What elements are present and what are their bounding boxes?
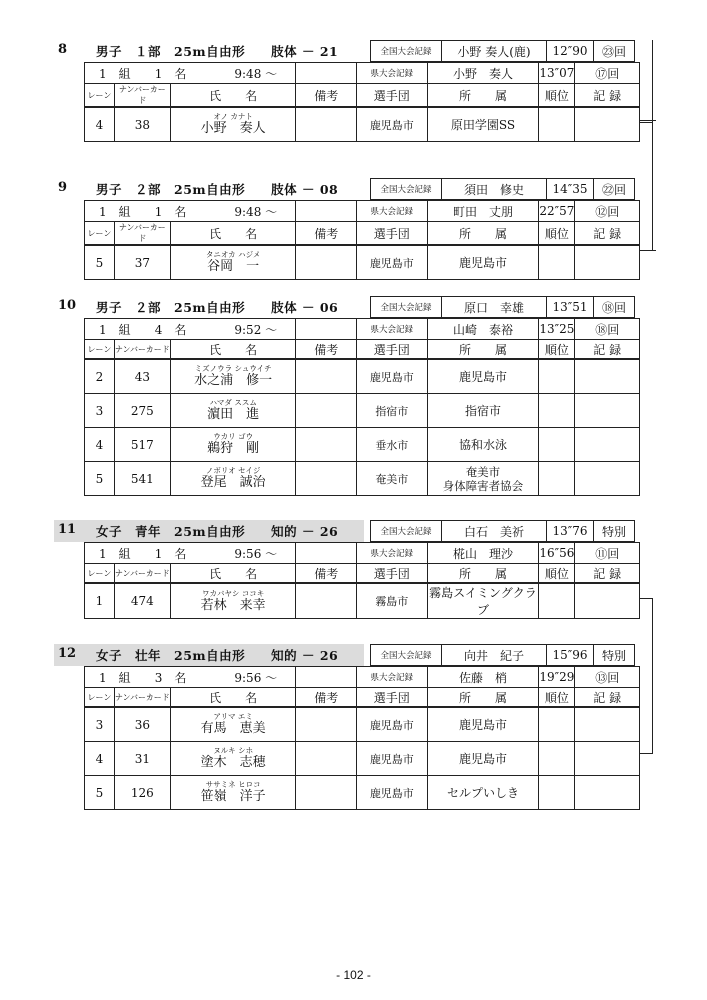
count: 3: [154, 670, 163, 685]
record-table: [370, 520, 635, 542]
lane-number: 5: [85, 776, 115, 810]
affiliation: セルプいしき: [446, 786, 519, 800]
athlete-cell: [170, 583, 296, 619]
table-row: [85, 776, 640, 810]
athlete-kana: ワカバヤシ ココキ: [201, 588, 265, 598]
rank-cell: [539, 359, 575, 394]
card-number: 36: [114, 707, 170, 742]
event-header: [54, 296, 640, 318]
national-record-note: ⑱回: [594, 297, 635, 318]
card-number: 43: [114, 359, 170, 394]
team-name: 指宿市: [357, 394, 427, 428]
athlete-name: 鵜狩 剛: [207, 441, 260, 456]
record-table: [370, 178, 635, 200]
kumi-label: 組: [118, 66, 131, 81]
national-record-label: 全国大会記録: [371, 645, 442, 666]
affiliation-cell: [427, 707, 539, 742]
athlete-kana: ウカリ ゴウ: [213, 432, 254, 441]
athlete-cell: [170, 245, 296, 280]
entry-table: [84, 542, 640, 619]
remarks-cell: [296, 428, 357, 462]
athlete-cell: [170, 776, 296, 810]
event-title: 男子 ２部 25m自由形 肢体 － 08: [96, 182, 339, 197]
national-record-name: 原口 幸雄: [442, 297, 547, 318]
group-number: 1: [99, 66, 107, 81]
affiliation-header: 所 属: [427, 688, 539, 708]
name-header: 氏 名: [170, 340, 296, 360]
event-header: [54, 178, 640, 200]
heat-info: [85, 543, 296, 564]
affiliation: 鹿児島市: [458, 370, 507, 384]
national-record-name: 須田 修史: [442, 179, 547, 200]
affiliation-header: 所 属: [427, 222, 539, 246]
result-cell: [575, 359, 640, 394]
athlete-cell: [170, 707, 296, 742]
title-band: [54, 40, 364, 62]
pref-record-time: 22″57: [539, 201, 575, 222]
group-number: 1: [99, 322, 107, 337]
athlete-name: 有馬 恵美: [200, 721, 266, 736]
athlete-name: 水之浦 修一: [194, 373, 273, 388]
event-number: 10: [58, 298, 77, 313]
blank-cell: [296, 667, 357, 688]
rank-cell: [539, 394, 575, 428]
blank-cell: [296, 319, 357, 340]
rank-header: 順位: [539, 688, 575, 708]
remarks-cell: [296, 583, 357, 619]
pref-record-time: 19″29: [539, 667, 575, 688]
result-header: 記 録: [575, 564, 640, 584]
team-name: 奄美市: [357, 462, 427, 496]
entry-table: [84, 200, 640, 280]
mei-label: 名: [174, 546, 187, 561]
team-header: 選手団: [357, 222, 427, 246]
pref-record-time: 13″25: [539, 319, 575, 340]
start-time: 9:56 〜: [234, 546, 278, 561]
record-table: [370, 40, 635, 62]
event-block: [54, 40, 640, 136]
group-number: 1: [99, 670, 107, 685]
rank-cell: [539, 245, 575, 280]
lane-number: 5: [85, 245, 115, 280]
card-number: 31: [114, 742, 170, 776]
count: 1: [154, 66, 163, 81]
page-number: - 102 -: [336, 968, 371, 982]
event-title: 男子 １部 25m自由形 肢体 － 21: [96, 44, 339, 59]
entry-table: [84, 318, 640, 496]
national-record-name: 小野 奏人(鹿): [442, 41, 547, 62]
mei-label: 名: [174, 204, 187, 219]
group-number: 1: [99, 204, 107, 219]
pref-record-note: ⑬回: [575, 667, 640, 688]
rank-cell: [539, 462, 575, 496]
national-record-name: 向井 紀子: [442, 645, 547, 666]
event-block: [54, 520, 640, 617]
card-number: 541: [114, 462, 170, 496]
card-number: 474: [114, 583, 170, 619]
athlete-name: 登尾 誠治: [200, 475, 266, 490]
pref-record-note: ⑫回: [575, 201, 640, 222]
start-time: 9:48 〜: [234, 66, 278, 81]
national-record-label: 全国大会記録: [371, 297, 442, 318]
rank-header: 順位: [539, 84, 575, 108]
card-header: ナンバーカード: [114, 688, 170, 708]
athlete-kana: ササミネ ヒロコ: [205, 780, 261, 789]
title-band: [54, 178, 364, 200]
affiliation-line2: 身体障害者協会: [442, 478, 524, 493]
national-record-note: 特別: [594, 521, 635, 542]
athlete-name: 小野 奏人: [200, 121, 266, 136]
athlete-kana: タニオカ ハジメ: [205, 250, 261, 259]
event-number: 12: [58, 646, 77, 661]
athlete-name: 笹嶺 洋子: [200, 789, 266, 804]
event-title: 女子 青年 25m自由形 知的 － 26: [96, 524, 339, 539]
national-record-time: 13″51: [547, 297, 594, 318]
team-name: 鹿児島市: [357, 359, 427, 394]
table-row: [85, 245, 640, 280]
lane-number: 1: [85, 583, 115, 619]
affiliation: 協和水泳: [458, 438, 507, 452]
count: 1: [154, 546, 163, 561]
event-block: [54, 178, 640, 274]
group-bracket: [640, 122, 653, 251]
team-name: 霧島市: [357, 583, 427, 619]
card-number: 517: [114, 428, 170, 462]
count: 1: [154, 204, 163, 219]
heat-info: [85, 319, 296, 340]
event-number: 11: [58, 522, 77, 537]
lane-header: レーン: [85, 688, 115, 708]
affiliation-cell: [427, 776, 539, 810]
name-header: 氏 名: [170, 84, 296, 108]
team-name: 鹿児島市: [357, 107, 427, 142]
pref-record-note: ⑪回: [575, 543, 640, 564]
blank-cell: [296, 201, 357, 222]
group-bracket: [640, 598, 653, 754]
result-cell: [575, 776, 640, 810]
result-header: 記 録: [575, 222, 640, 246]
card-header: ナンバーカード: [114, 222, 170, 246]
team-name: 鹿児島市: [357, 742, 427, 776]
athlete-kana: ハマダ ススム: [209, 398, 257, 407]
event-number: 9: [58, 180, 68, 195]
event-header: [54, 40, 640, 62]
athlete-kana: オノ カナト: [213, 112, 253, 121]
remarks-header: 備考: [296, 340, 357, 360]
national-record-note: 特別: [594, 645, 635, 666]
blank-cell: [296, 63, 357, 84]
national-record-time: 13″76: [547, 521, 594, 542]
lane-number: 4: [85, 742, 115, 776]
affiliation-cell: [427, 742, 539, 776]
result-header: 記 録: [575, 340, 640, 360]
affiliation: 鹿児島市: [458, 752, 507, 766]
pref-record-note: ⑰回: [575, 63, 640, 84]
bracket-stub: [640, 250, 656, 251]
team-header: 選手団: [357, 84, 427, 108]
title-band: [54, 644, 364, 666]
national-record-note: ㉒回: [594, 179, 635, 200]
mei-label: 名: [174, 66, 187, 81]
national-record-label: 全国大会記録: [371, 41, 442, 62]
pref-record-name: 椛山 理沙: [427, 543, 539, 564]
rank-header: 順位: [539, 564, 575, 584]
affiliation: 指宿市: [464, 404, 501, 418]
card-header: ナンバーカード: [114, 84, 170, 108]
start-time: 9:52 〜: [234, 322, 278, 337]
card-header: ナンバーカード: [114, 564, 170, 584]
kumi-label: 組: [118, 204, 131, 219]
rank-cell: [539, 428, 575, 462]
group-bracket: [640, 40, 653, 123]
remarks-header: 備考: [296, 84, 357, 108]
heat-info: [85, 201, 296, 222]
remarks-header: 備考: [296, 564, 357, 584]
entry-table: [84, 62, 640, 142]
athlete-kana: ミズノウラ シュウイチ: [194, 364, 272, 373]
card-number: 275: [114, 394, 170, 428]
team-header: 選手団: [357, 340, 427, 360]
table-row: [85, 462, 640, 496]
card-number: 126: [114, 776, 170, 810]
record-table: [370, 644, 635, 666]
event-block: [54, 644, 640, 804]
athlete-kana: ノボリオ セイジ: [205, 466, 261, 475]
team-name: 鹿児島市: [357, 245, 427, 280]
affiliation-cell: [427, 107, 539, 142]
name-header: 氏 名: [170, 222, 296, 246]
table-row: [85, 428, 640, 462]
national-record-time: 12″90: [547, 41, 594, 62]
heat-info: [85, 667, 296, 688]
pref-record-label: 県大会記録: [357, 201, 427, 222]
remarks-header: 備考: [296, 222, 357, 246]
entry-table: [84, 666, 640, 810]
remarks-cell: [296, 394, 357, 428]
pref-record-label: 県大会記録: [357, 63, 427, 84]
result-cell: [575, 707, 640, 742]
affiliation: 原田学園SS: [450, 118, 516, 132]
pref-record-label: 県大会記録: [357, 319, 427, 340]
pref-record-name: 町田 丈朋: [427, 201, 539, 222]
affiliation-cell: [427, 245, 539, 280]
pref-record-name: 佐藤 梢: [427, 667, 539, 688]
result-cell: [575, 462, 640, 496]
affiliation: 霧島スイミングクラブ: [429, 586, 537, 617]
event-title: 男子 ２部 25m自由形 肢体 － 06: [96, 300, 339, 315]
lane-number: 3: [85, 707, 115, 742]
athlete-name: 若林 来幸: [200, 597, 266, 613]
affiliation: 奄美市: [465, 464, 501, 479]
athlete-kana: ヌルキ シホ: [213, 746, 254, 755]
remarks-cell: [296, 245, 357, 280]
lane-number: 3: [85, 394, 115, 428]
table-row: [85, 107, 640, 142]
event-title: 女子 壮年 25m自由形 知的 － 26: [96, 648, 339, 663]
card-header: ナンバーカード: [114, 340, 170, 360]
team-header: 選手団: [357, 688, 427, 708]
table-row: [85, 359, 640, 394]
result-header: 記 録: [575, 84, 640, 108]
pref-record-name: 山崎 泰裕: [427, 319, 539, 340]
title-band: [54, 520, 364, 542]
pref-record-time: 13″07: [539, 63, 575, 84]
team-name: 鹿児島市: [357, 707, 427, 742]
mei-label: 名: [174, 670, 187, 685]
athlete-name: 濵田 進: [207, 407, 260, 422]
result-cell: [575, 428, 640, 462]
result-cell: [575, 245, 640, 280]
event-header: [54, 520, 640, 542]
title-band: [54, 296, 364, 318]
rank-header: 順位: [539, 340, 575, 360]
result-cell: [575, 107, 640, 142]
lane-header: レーン: [85, 564, 115, 584]
national-record-note: ㉓回: [594, 41, 635, 62]
card-number: 38: [114, 107, 170, 142]
rank-cell: [539, 742, 575, 776]
affiliation: 鹿児島市: [458, 718, 507, 732]
table-row: [85, 583, 640, 619]
start-time: 9:48 〜: [234, 204, 278, 219]
result-cell: [575, 583, 640, 619]
kumi-label: 組: [118, 670, 131, 685]
athlete-kana: アリマ エミ: [213, 712, 253, 721]
athlete-cell: [170, 359, 296, 394]
national-record-time: 14″35: [547, 179, 594, 200]
rank-cell: [539, 107, 575, 142]
table-row: [85, 742, 640, 776]
rank-cell: [539, 707, 575, 742]
table-row: [85, 707, 640, 742]
affiliation-header: 所 属: [427, 340, 539, 360]
name-header: 氏 名: [170, 688, 296, 708]
team-name: 鹿児島市: [357, 776, 427, 810]
affiliation-cell: [427, 394, 539, 428]
rank-cell: [539, 776, 575, 810]
table-row: [85, 394, 640, 428]
athlete-name: 塗木 志穂: [200, 755, 266, 770]
pref-record-time: 16″56: [539, 543, 575, 564]
national-record-time: 15″96: [547, 645, 594, 666]
rank-cell: [539, 583, 575, 619]
result-header: 記 録: [575, 688, 640, 708]
team-header: 選手団: [357, 564, 427, 584]
remarks-header: 備考: [296, 688, 357, 708]
lane-number: 2: [85, 359, 115, 394]
national-record-label: 全国大会記録: [371, 521, 442, 542]
kumi-label: 組: [118, 322, 131, 337]
national-record-label: 全国大会記録: [371, 179, 442, 200]
athlete-cell: [170, 462, 296, 496]
remarks-cell: [296, 359, 357, 394]
national-record-name: 白石 美祈: [442, 521, 547, 542]
pref-record-label: 県大会記録: [357, 667, 427, 688]
lane-number: 4: [85, 428, 115, 462]
affiliation-header: 所 属: [427, 84, 539, 108]
remarks-cell: [296, 742, 357, 776]
affiliation-header: 所 属: [427, 564, 539, 584]
athlete-cell: [170, 742, 296, 776]
event-block: [54, 296, 640, 493]
team-name: 垂水市: [357, 428, 427, 462]
pref-record-note: ⑱回: [575, 319, 640, 340]
affiliation-cell: [427, 462, 539, 496]
heat-info: [85, 63, 296, 84]
remarks-cell: [296, 107, 357, 142]
count: 4: [154, 322, 163, 337]
pref-record-label: 県大会記録: [357, 543, 427, 564]
rank-header: 順位: [539, 222, 575, 246]
remarks-cell: [296, 776, 357, 810]
affiliation-cell: [427, 359, 539, 394]
record-table: [370, 296, 635, 318]
affiliation: 鹿児島市: [458, 256, 507, 270]
event-header: [54, 644, 640, 666]
athlete-cell: [170, 394, 296, 428]
card-number: 37: [114, 245, 170, 280]
kumi-label: 組: [118, 546, 131, 561]
result-cell: [575, 742, 640, 776]
athlete-cell: [170, 107, 296, 142]
affiliation-cell: [427, 428, 539, 462]
mei-label: 名: [174, 322, 187, 337]
blank-cell: [296, 543, 357, 564]
lane-header: レーン: [85, 222, 115, 246]
athlete-cell: [170, 428, 296, 462]
name-header: 氏 名: [170, 564, 296, 584]
pref-record-name: 小野 奏人: [427, 63, 539, 84]
remarks-cell: [296, 462, 357, 496]
lane-header: レーン: [85, 84, 115, 108]
lane-number: 4: [85, 107, 115, 142]
athlete-name: 谷岡 一: [207, 259, 260, 274]
affiliation-cell: [427, 583, 539, 619]
lane-header: レーン: [85, 340, 115, 360]
lane-number: 5: [85, 462, 115, 496]
group-number: 1: [99, 546, 107, 561]
result-cell: [575, 394, 640, 428]
start-time: 9:56 〜: [234, 670, 278, 685]
event-number: 8: [58, 42, 68, 57]
remarks-cell: [296, 707, 357, 742]
